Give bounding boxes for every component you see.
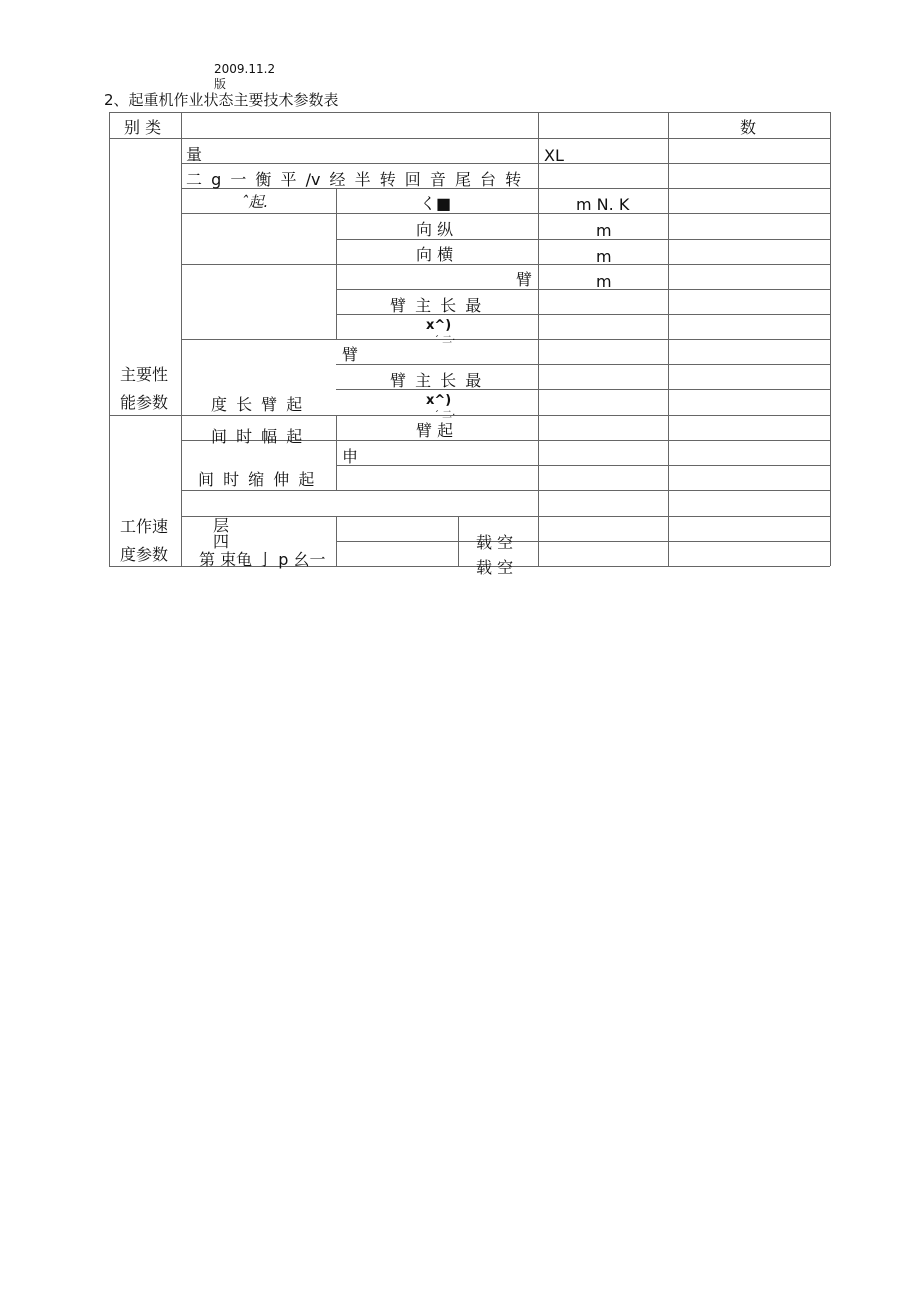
row-sub-item-fragment: ˊ 二· <box>434 335 456 346</box>
table-border-top <box>109 112 830 113</box>
row-item: 第 束龟 亅 p 幺一 <box>199 550 326 569</box>
row-item: 层 <box>213 516 230 535</box>
row-divider <box>181 490 830 491</box>
row-divider <box>336 541 830 542</box>
group-label-speed-2: 度参数 <box>120 545 169 564</box>
row-sub-item: 臂 <box>516 270 533 289</box>
row-unit: m <box>596 221 612 240</box>
row-sub-item: 载 空 <box>476 533 514 552</box>
col-divider <box>458 516 459 566</box>
row-item: 度 长 臂 起 <box>211 395 303 414</box>
row-divider <box>181 516 830 517</box>
row-sub-item: 臂 主 长 最 <box>390 296 482 315</box>
col-divider <box>336 188 337 340</box>
row-unit: m <box>596 272 612 291</box>
group-label-performance-2: 能参数 <box>120 393 169 412</box>
table-border-left <box>109 112 110 566</box>
row-item: 间 时 缩 伸 起 <box>198 470 315 489</box>
row-sub-item: 臂 <box>342 345 359 364</box>
row-sub-item: x^) <box>426 318 452 333</box>
group-label-performance-1: 主要性 <box>120 365 169 384</box>
row-item: ˆ起. <box>241 193 269 211</box>
row-divider <box>336 289 830 290</box>
row-item: 二 g 一 衡 平 /v 经 半 转 回 音 尾 台 转 <box>186 170 522 189</box>
col-divider <box>336 415 337 491</box>
col-divider <box>668 112 669 566</box>
row-sub-item: 向 横 <box>416 245 454 264</box>
header-value: 数 <box>740 118 757 137</box>
row-item: 间 时 幅 起 <box>211 427 303 446</box>
col-divider <box>181 112 182 566</box>
version-label: 版 <box>214 77 227 91</box>
group-divider <box>109 415 830 416</box>
row-divider <box>336 465 830 466</box>
row-divider <box>336 364 830 365</box>
row-unit: m <box>596 247 612 266</box>
row-item: 四 <box>213 532 230 551</box>
row-sub-item: 载 空 <box>476 558 514 577</box>
version-date: 2009.11.2 <box>214 62 276 76</box>
table-border-right <box>830 112 831 566</box>
row-sub-item: く■ <box>420 194 452 213</box>
row-unit: XL <box>544 146 564 165</box>
row-unit: m N. K <box>576 195 630 214</box>
row-sub-item: 向 纵 <box>416 220 454 239</box>
row-divider <box>109 138 830 139</box>
row-divider <box>181 339 830 340</box>
group-label-speed-1: 工作速 <box>120 517 169 536</box>
col-divider <box>336 516 337 566</box>
row-sub-item: 臂 起 <box>416 421 454 440</box>
row-divider <box>181 264 830 265</box>
row-sub-item: 申 <box>342 447 359 466</box>
document-title: 2、起重机作业状态主要技术参数表 <box>104 91 339 109</box>
row-divider <box>181 163 830 164</box>
row-divider <box>336 239 830 240</box>
row-sub-item-fragment: ˊ 二· <box>434 410 456 421</box>
row-divider <box>181 213 830 214</box>
row-sub-item: x^) <box>426 393 452 408</box>
header-category: 别 类 <box>124 118 162 137</box>
row-sub-item: 臂 主 长 最 <box>390 371 482 390</box>
col-divider <box>538 112 539 566</box>
row-item: 量 <box>186 145 203 164</box>
